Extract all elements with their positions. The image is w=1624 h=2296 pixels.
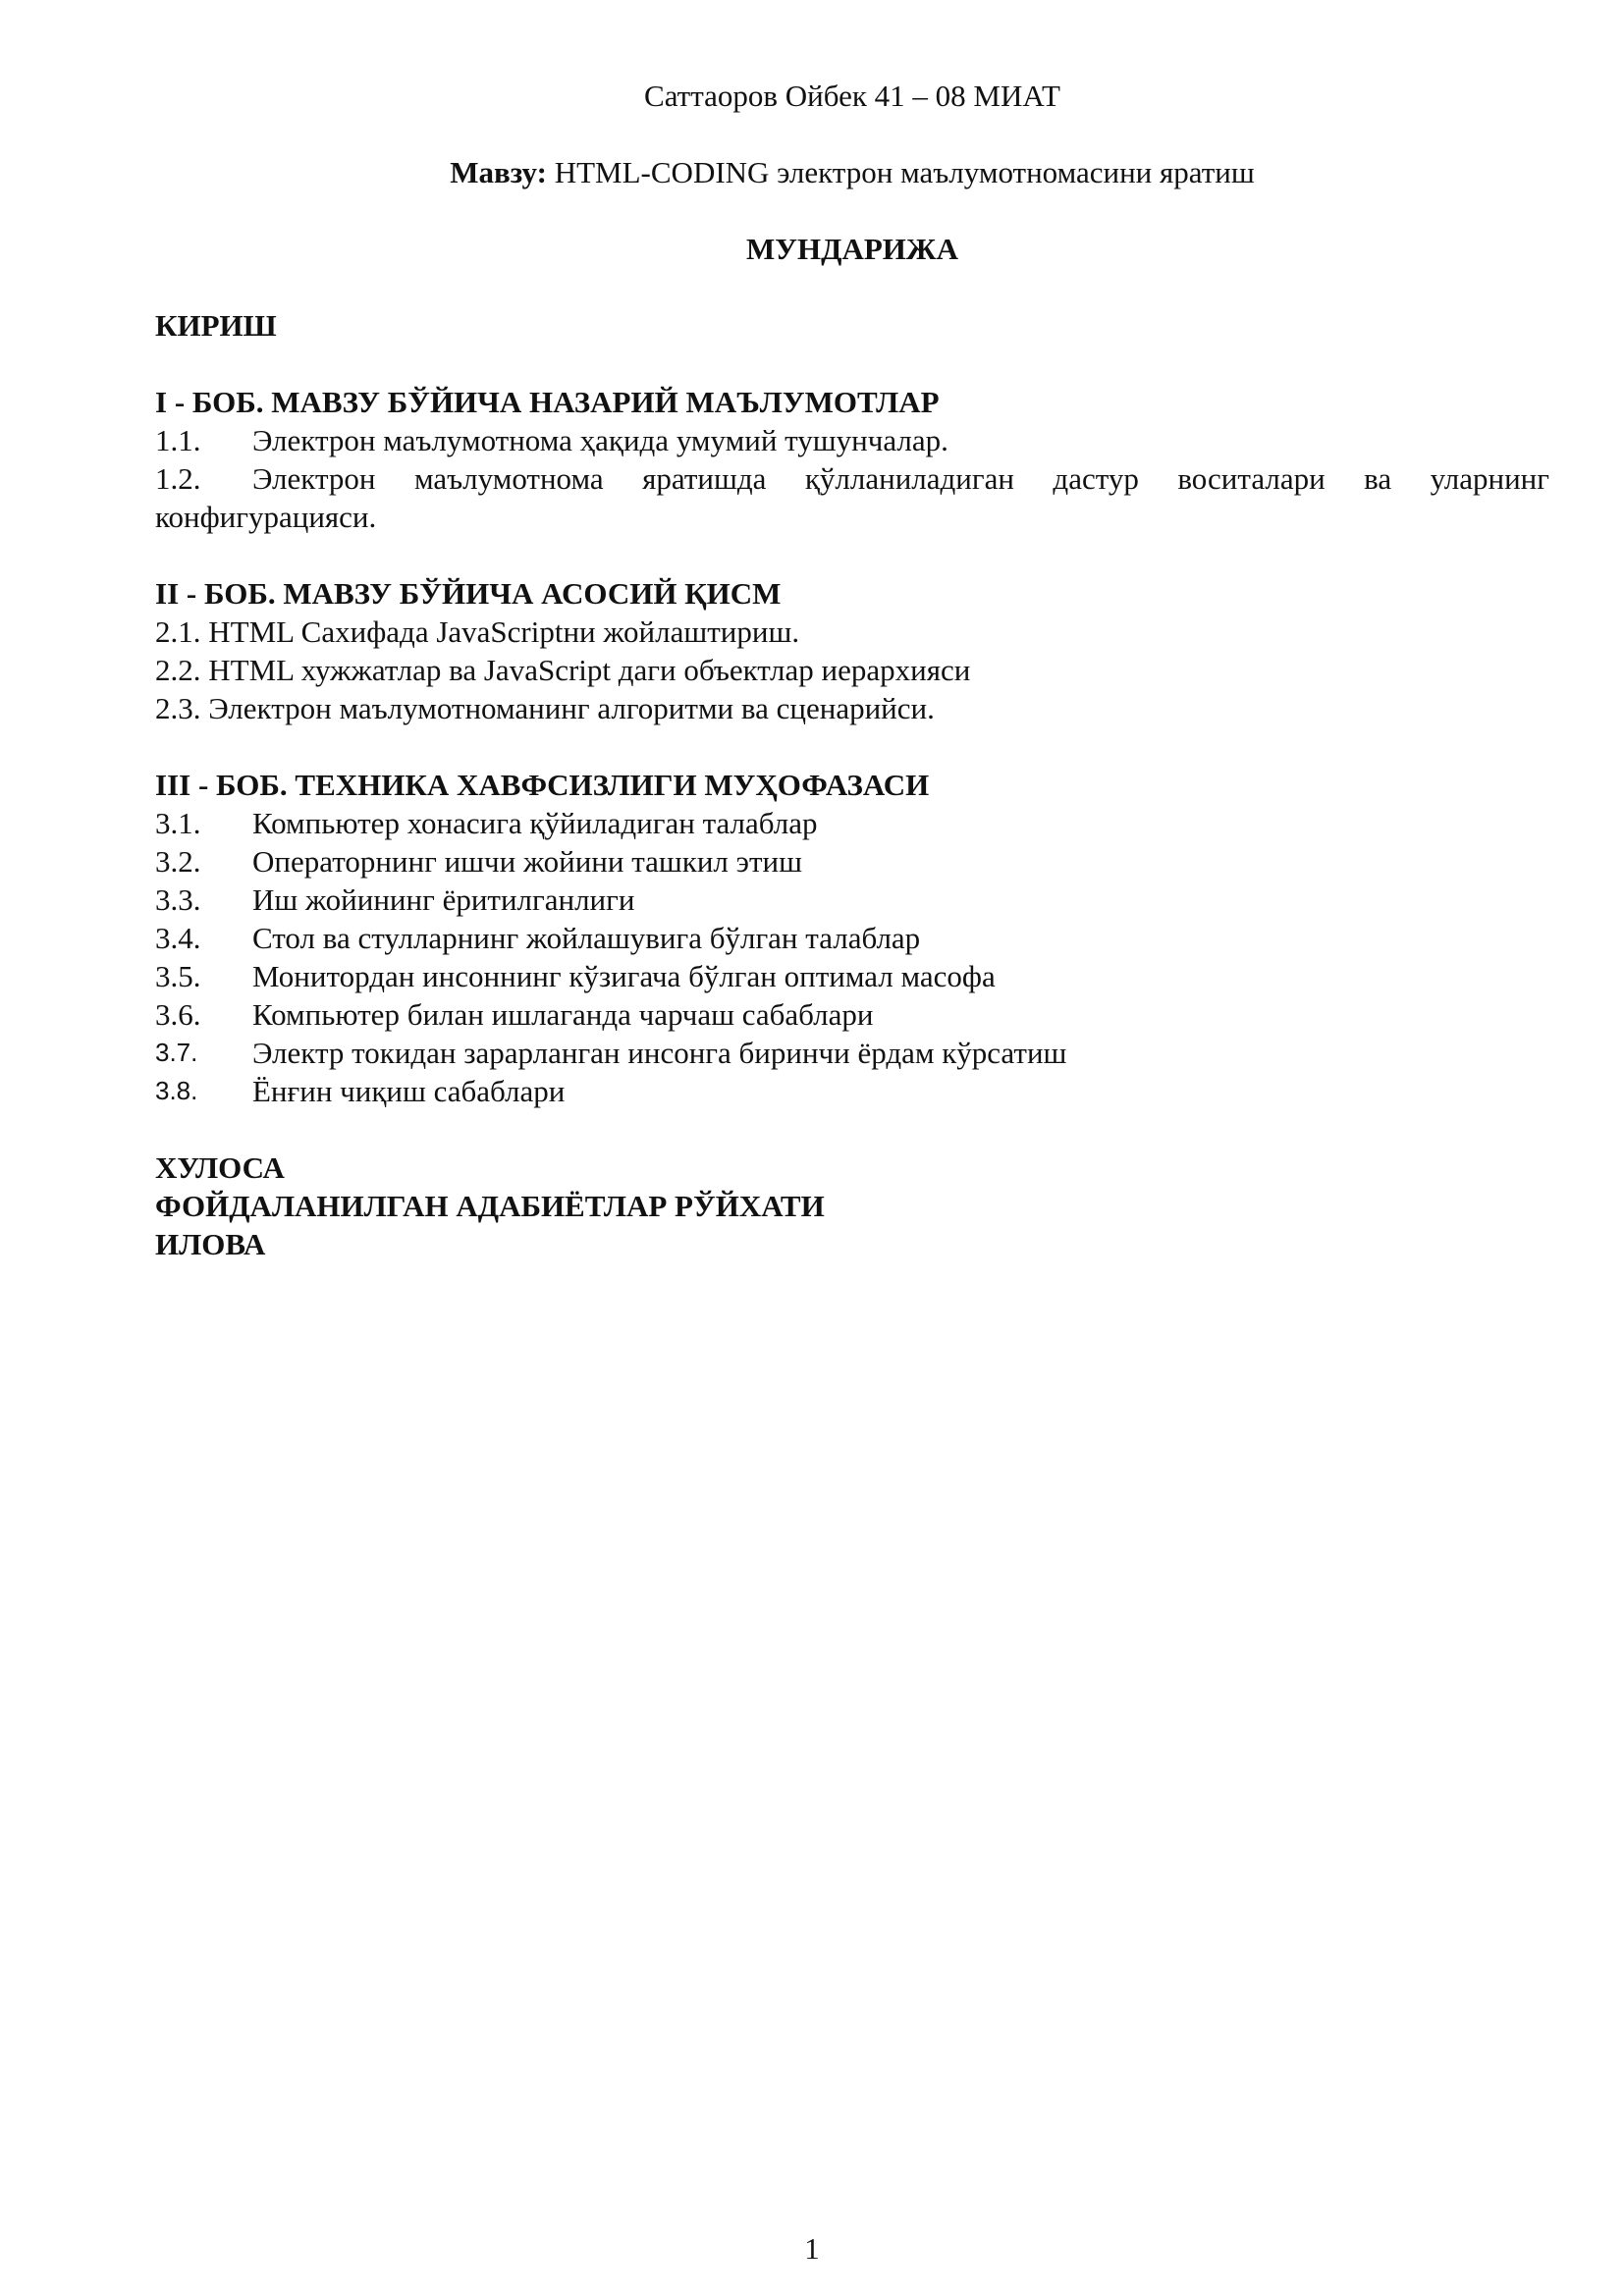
entry-number: 3.3. [155,882,201,917]
toc-entry-1-2 [155,459,1549,498]
topic-line [155,153,1549,191]
toc-entry-3-6 [155,995,1549,1034]
chapter-3-title: III - БОБ. ТЕХНИКА ХАВФСИЗЛИГИ МУҲОФАЗАСИ [155,768,930,802]
entry-text-continuation: конфигурацияси. [155,500,377,534]
toc-entry-intro: КИРИШ [155,308,277,343]
topic-label: Мавзу: [450,155,547,189]
toc-entry-3-7 [155,1034,1549,1072]
entry-text: Стол ва стулларнинг жойлашувига бўлган талаблар [252,921,921,955]
entry-number: 1.2. [155,461,201,496]
entry-text: Электр токидан зарарланган инсонга биринчи ёрдам кўрсатиш [252,1036,1067,1070]
toc-entry-3-8 [155,1072,1549,1110]
toc-entry-2-2: 2.2. HTML хужжатлар ва JavaScript даги объектлар иерархияси [155,653,971,687]
toc-entry-2-3: 2.3. Электрон маълумотноманинг алгоритми ва сценарийси. [155,691,935,725]
entry-text: Компьютер хонасига қўйиладиган талаблар [252,806,818,840]
toc-entry-3-1 [155,804,1549,842]
chapter-2-title: II - БОБ. МАВЗУ БЎЙИЧА АСОСИЙ ҚИСМ [155,576,782,611]
toc-entry-3-4 [155,919,1549,957]
topic-text: HTML-CODING электрон маълумотномасини яратиш [546,155,1255,189]
toc-entry-3-3 [155,881,1549,919]
toc-title: МУНДАРИЖА [746,232,958,266]
entry-text: Ёнғин чиқиш сабаблари [252,1074,566,1108]
entry-number: 3.5. [155,959,201,993]
intro-heading [155,306,1549,345]
chapter-1 [155,383,1549,536]
entry-number: 3.2. [155,844,201,879]
toc-entry-references: ФОЙДАЛАНИЛГАН АДАБИЁТЛАР РЎЙХАТИ [155,1189,825,1223]
entry-text: Электрон маълумотнома ҳақида умумий тушунчалар. [252,423,948,457]
toc-entry-1-1 [155,421,1549,459]
chapter-1-title: I - БОБ. МАВЗУ БЎЙИЧА НАЗАРИЙ МАЪЛУМОТЛАР [155,385,940,419]
entry-number: 3.8. [155,1076,198,1105]
entry-number: 3.7. [155,1038,198,1067]
entry-number: 3.1. [155,806,201,840]
chapter-2 [155,574,1549,727]
toc-entry-3-2 [155,842,1549,881]
entry-text: Операторнинг ишчи жойини ташкил этиш [252,844,802,879]
chapter-3 [155,766,1549,1110]
entry-text: Компьютер билан ишлаганда чарчаш сабаблари [252,997,874,1032]
entry-text: Электрон маълумотнома яратишда қўлланиладиган дастур воситалари ва уларнинг [252,461,1549,496]
author-line: Саттаоров Ойбек 41 – 08 МИАТ [644,79,1060,113]
toc-entry-3-5 [155,957,1549,995]
entry-number: 3.6. [155,997,201,1032]
page-number: 1 [804,2231,820,2266]
toc-entry-conclusion: ХУЛОСА [155,1150,285,1185]
entry-number: 1.1. [155,423,201,457]
entry-text: Монитордан инсоннинг кўзигача бўлган оптимал масофа [252,959,996,993]
toc-entry-2-1: 2.1. HTML Сахифада JavaScriptни жойлаштириш. [155,614,800,649]
entry-text: Иш жойининг ёритилганлиги [252,882,635,917]
closing-sections [155,1148,1549,1263]
entry-number: 3.4. [155,921,201,955]
toc-entry-appendix: ИЛОВА [155,1227,266,1261]
